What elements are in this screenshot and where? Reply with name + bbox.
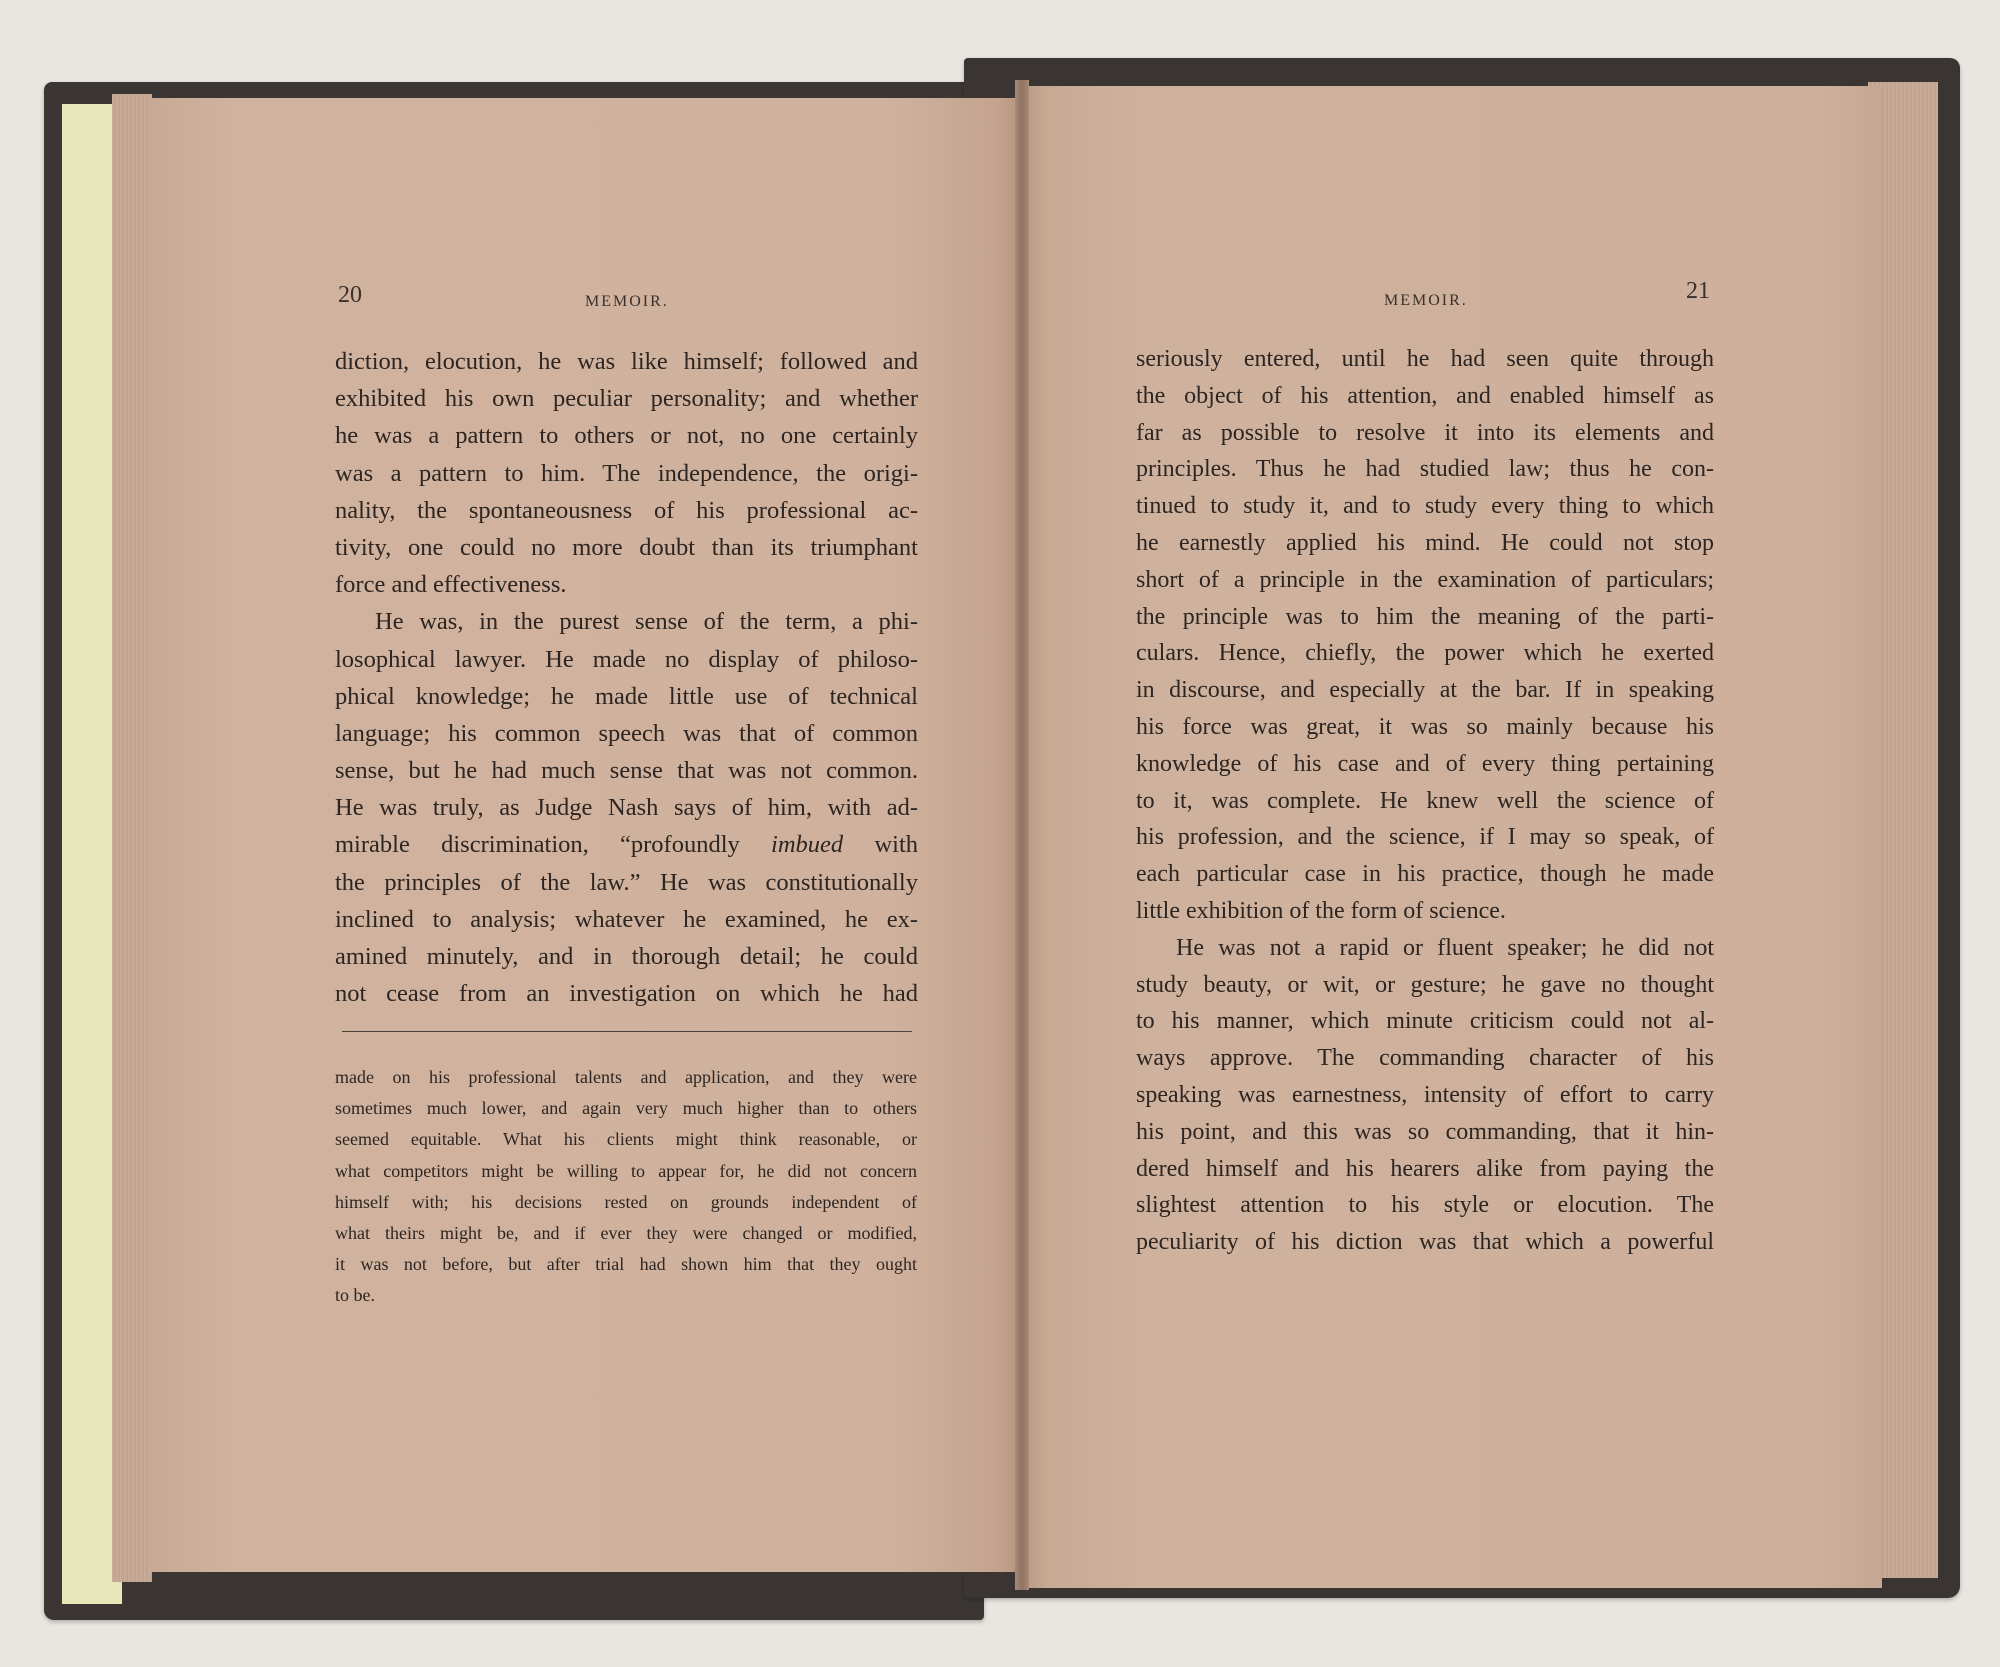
right-body-text: [1136, 341, 1714, 1261]
footnote-line: it was not before, but after trial had shown him that they ought: [335, 1254, 917, 1275]
text-line: speaking was earnestness, intensity of effort to carry: [1136, 1081, 1714, 1108]
text-line: He was truly, as Judge Nash says of him, with ad-: [335, 794, 918, 822]
text-line: peculiarity of his diction was that which a powerful: [1136, 1229, 1714, 1256]
text-line: to it, was complete. He knew well the science of: [1136, 787, 1714, 814]
text-line: little exhibition of the form of science.: [1136, 897, 1506, 924]
text-fragment: mirable discrimination, “profoundly: [335, 831, 772, 859]
text-line: He was not a rapid or fluent speaker; he did not: [1176, 934, 1714, 961]
text-line: the object of his attention, and enabled himself as: [1136, 382, 1714, 409]
text-line: the principles of the law.” He was constitutionally: [335, 868, 918, 896]
text-line: principles. Thus he had studied law; thus he con-: [1136, 456, 1714, 483]
italic-word: imbued: [771, 831, 844, 859]
footnote-line: himself with; his decisions rested on grounds independent of: [335, 1191, 917, 1212]
footnote-line: to be.: [335, 1285, 375, 1306]
text-line: exhibited his own peculiar personality; and whether: [335, 385, 918, 413]
text-line: language; his common speech was that of common: [335, 719, 918, 747]
text-fragment: with: [843, 831, 918, 859]
footnote-line: sometimes much lower, and again very much higher than to others: [335, 1098, 917, 1119]
text-line: dered himself and his hearers alike from paying the: [1136, 1155, 1714, 1182]
text-line: amined minutely, and in thorough detail; he could: [335, 943, 918, 970]
text-line: inclined to analysis; whatever he examined, he ex-: [335, 905, 918, 933]
text-line: he earnestly applied his mind. He could not stop: [1136, 529, 1714, 556]
text-line: tinued to study it, and to study every thing to which: [1136, 493, 1714, 520]
text-line: force and effectiveness.: [335, 571, 567, 599]
left-page-number: 20: [338, 282, 362, 308]
text-line: short of a principle in the examination of particulars;: [1136, 566, 1714, 593]
text-line: his profession, and the science, if I may so speak, of: [1136, 824, 1714, 851]
text-line: was a pattern to him. The independence, the origi-: [335, 459, 918, 487]
text-line: [335, 826, 918, 863]
text-line: tivity, one could no more doubt than its triumphant: [335, 533, 918, 561]
footnote: [335, 1062, 917, 1312]
right-running-head: MEMOIR.: [1384, 292, 1468, 309]
text-line: slightest attention to his style or elocution. The: [1136, 1192, 1714, 1219]
text-line: study beauty, or wit, or gesture; he gave no thought: [1136, 971, 1714, 998]
footnote-line: seemed equitable. What his clients might think reasonable, or: [335, 1129, 917, 1150]
page-edges-left: [112, 94, 152, 1582]
text-line: phical knowledge; he made little use of technical: [335, 682, 918, 710]
footnote-line: made on his professional talents and application, and they were: [335, 1067, 917, 1087]
text-line: culars. Hence, chiefly, the power which he exerted: [1136, 640, 1714, 667]
text-line: his force was great, it was so mainly because his: [1136, 713, 1714, 740]
footnote-line: what competitors might be willing to appear for, he did not concern: [335, 1160, 917, 1181]
text-line: the principle was to him the meaning of the parti-: [1136, 603, 1714, 630]
text-line: his point, and this was so commanding, that it hin-: [1136, 1118, 1714, 1145]
text-line: nality, the spontaneousness of his professional ac-: [335, 496, 918, 524]
footnote-line: what theirs might be, and if ever they were changed or modified,: [335, 1222, 917, 1243]
text-line: losophical lawyer. He made no display of philoso-: [335, 645, 918, 673]
text-line: in discourse, and especially at the bar. If in speaking: [1136, 677, 1714, 704]
text-line: far as possible to resolve it into its elements and: [1136, 419, 1714, 446]
book-gutter: [1015, 80, 1029, 1590]
right-page-number: 21: [1686, 278, 1710, 304]
text-line: to his manner, which minute criticism could not al-: [1136, 1008, 1714, 1035]
text-line: sense, but he had much sense that was not common.: [335, 757, 918, 785]
text-line: ways approve. The commanding character of his: [1136, 1045, 1714, 1072]
left-body-text: [335, 343, 918, 1012]
text-line: seriously entered, until he had seen quite through: [1136, 346, 1714, 372]
text-line: knowledge of his case and of every thing pertaining: [1136, 750, 1714, 777]
left-running-head: MEMOIR.: [585, 293, 669, 310]
footnote-rule: [342, 1031, 912, 1032]
text-line: each particular case in his practice, though he made: [1136, 861, 1714, 888]
text-line: he was a pattern to others or not, no one certainly: [335, 422, 918, 450]
text-line: He was, in the purest sense of the term, a phi-: [375, 608, 918, 636]
text-line: not cease from an investigation on which he had: [335, 980, 918, 1008]
text-line: diction, elocution, he was like himself; followed and: [335, 348, 918, 375]
